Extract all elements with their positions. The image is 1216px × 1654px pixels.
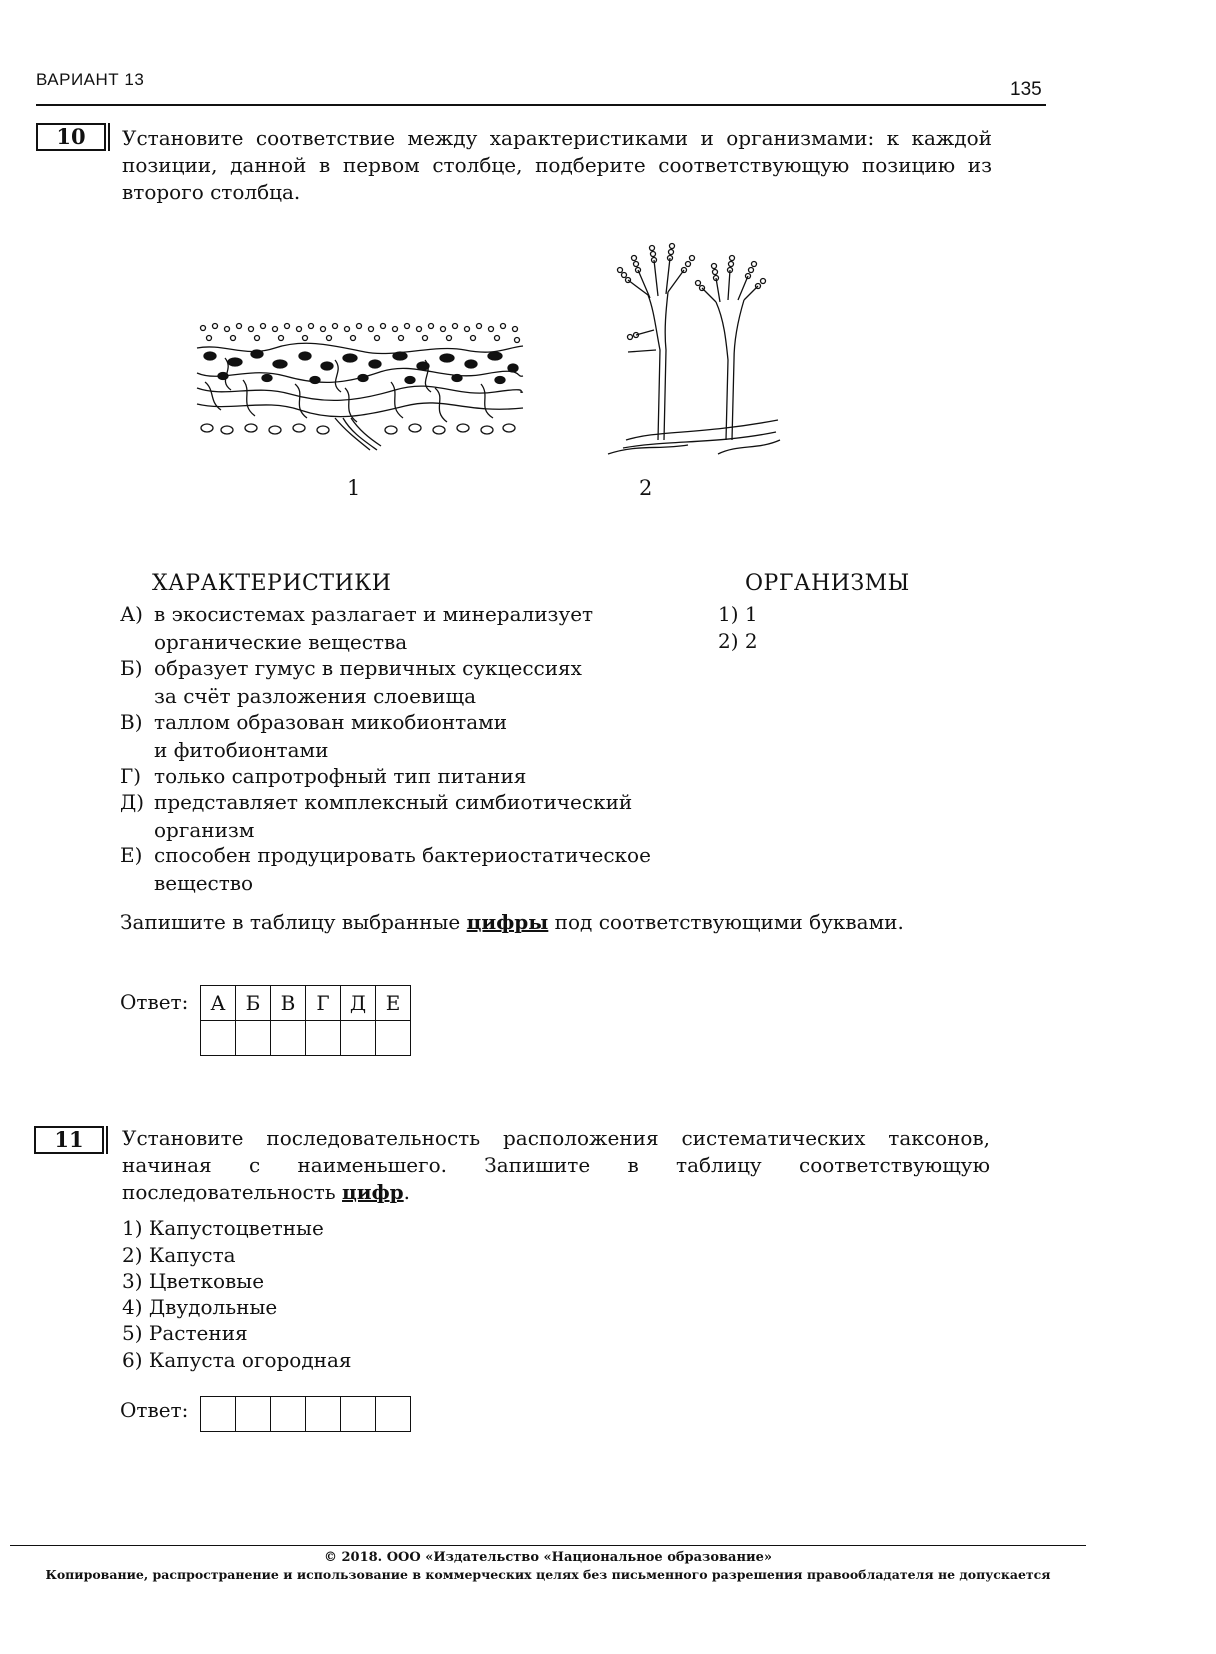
answer-col-e: Е xyxy=(376,986,411,1021)
task-11-answer-label: Ответ: xyxy=(120,1398,189,1422)
characteristic-a: А) в экосистемах разлагает и минерализует органические вещества xyxy=(120,602,594,654)
task-10-answer-table xyxy=(200,985,411,1056)
characteristic-g: Г) только сапротрофный тип питания xyxy=(120,764,527,788)
variant-title: ВАРИАНТ 13 xyxy=(36,70,145,89)
answer-col-a: А xyxy=(201,986,236,1021)
answer-cell-e[interactable] xyxy=(376,1021,411,1056)
spore-chains xyxy=(618,244,766,340)
taxon-item-4: 4) Двудольные xyxy=(122,1295,278,1319)
sequence-row xyxy=(201,1397,411,1432)
footer-notice: Копирование, распространение и использование в коммерческих целях без письменного разрешения правообладателя не допускается xyxy=(45,1567,1051,1582)
header-divider xyxy=(36,104,1046,106)
page-number: 135 xyxy=(1010,79,1042,100)
task-10-answer-label: Ответ: xyxy=(120,990,189,1014)
hyphae-layer xyxy=(197,343,523,422)
answer-cell-v[interactable] xyxy=(271,1021,306,1056)
taxon-item-3: 3) Цветковые xyxy=(122,1269,265,1293)
characteristics-heading: ХАРАКТЕРИСТИКИ xyxy=(152,571,392,596)
task-10-instruction: Установите соответствие между характеристиками и организмами: к каждой позиции, данной в первом столбце, подберите соответствующую позицию из второго столбца. xyxy=(122,126,992,204)
task-10-number: 10 xyxy=(36,123,106,151)
taxon-item-5: 5) Растения xyxy=(122,1321,248,1345)
organism-2: 2) 2 xyxy=(718,629,758,653)
sequence-cell-4[interactable] xyxy=(306,1397,341,1432)
sequence-cell-5[interactable] xyxy=(341,1397,376,1432)
mold-figure xyxy=(598,240,783,465)
footer-copyright: © 2018. ООО «Издательство «Национальное образование» xyxy=(323,1550,773,1565)
task-11-answer-table xyxy=(200,1396,411,1432)
characteristic-e: Е) способен продуцировать бактериостатическое вещество xyxy=(120,843,651,895)
figure-1-label: 1 xyxy=(347,476,361,500)
sequence-cell-3[interactable] xyxy=(271,1397,306,1432)
answer-col-v: В xyxy=(271,986,306,1021)
table-prompt: Запишите в таблицу выбранные цифры под соответствующими буквами. xyxy=(120,910,904,934)
sequence-cell-1[interactable] xyxy=(201,1397,236,1432)
characteristic-d: Д) представляет комплексный симбиотический организм xyxy=(120,790,633,842)
organisms-heading: ОРГАНИЗМЫ xyxy=(745,571,910,596)
task-11-instruction: Установите последовательность расположения систематических таксонов, начиная с наименьшего. Запишите в таблицу соответствующую последовательность цифр. xyxy=(122,1126,990,1204)
figure-2-label: 2 xyxy=(639,476,653,500)
answer-cell-a[interactable] xyxy=(201,1021,236,1056)
algae-layer xyxy=(204,350,518,384)
lower-cortex xyxy=(201,418,515,450)
taxon-item-2: 2) Капуста xyxy=(122,1243,236,1267)
answer-header-row xyxy=(201,986,411,1021)
taxon-item-6: 6) Капуста огородная xyxy=(122,1348,352,1372)
answer-cell-g[interactable] xyxy=(306,1021,341,1056)
answer-input-row xyxy=(201,1021,411,1056)
task-11-number: 11 xyxy=(34,1126,104,1154)
cortex-dots xyxy=(201,324,520,343)
answer-col-g: Г xyxy=(306,986,341,1021)
answer-col-d: Д xyxy=(341,986,376,1021)
taxon-item-1: 1) Капустоцветные xyxy=(122,1216,324,1240)
organism-1: 1) 1 xyxy=(718,602,758,626)
answer-col-b: Б xyxy=(236,986,271,1021)
characteristic-b: Б) образует гумус в первичных сукцессиях за счёт разложения слоевища xyxy=(120,656,582,708)
answer-cell-b[interactable] xyxy=(236,1021,271,1056)
answer-cell-d[interactable] xyxy=(341,1021,376,1056)
lichen-section-figure xyxy=(195,318,525,453)
footer-divider xyxy=(10,1545,1086,1546)
sequence-cell-2[interactable] xyxy=(236,1397,271,1432)
characteristic-v: В) таллом образован микобионтами и фитобионтами xyxy=(120,710,508,762)
sequence-cell-6[interactable] xyxy=(376,1397,411,1432)
